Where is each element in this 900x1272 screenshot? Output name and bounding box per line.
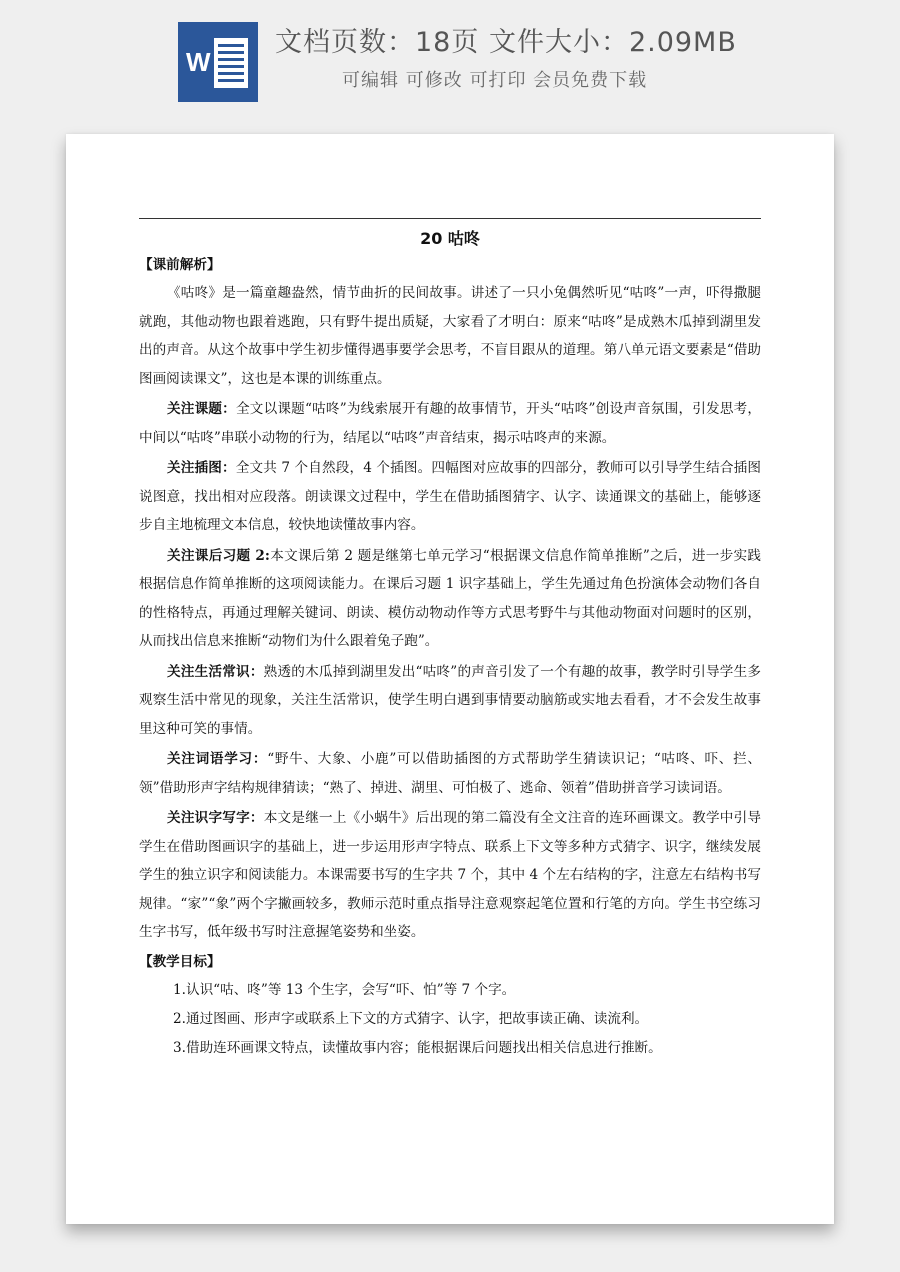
document-title: 20 咕咚: [420, 229, 480, 248]
section-heading-goals: 【教学目标】: [139, 953, 221, 970]
word-icon-letter: W: [186, 47, 211, 77]
focus-paragraph: [139, 454, 761, 540]
focus-label: 关注生活常识：: [167, 663, 264, 680]
download-info-header: [0, 0, 900, 120]
focus-text: 全文以课题“咕咚”为线索展开有趣的故事情节，开头“咕咚”创设声音氛围，引发思考，中间以“咕咚”串联小动物的行为，结尾以“咕咚”声音结束，揭示咕咚声的来源。: [139, 401, 762, 446]
word-document-icon: [178, 22, 258, 102]
focus-label: 关注词语学习：: [167, 751, 268, 767]
focus-text: “野牛、大象、小鹿”可以借助插图的方式帮助学生猜读识记；“咕咚、吓、拦、领”借助形声字结构规律猜读；“熟了、掉进、湖里、可怕极了、逃命、领着”借助拼音学习读词语。: [139, 751, 762, 796]
document-page: [66, 134, 834, 1224]
section-heading-analysis: 【课前解析】: [139, 257, 221, 273]
intro-paragraph: 《咕咚》是一篇童趣盎然，情节曲折的民间故事。讲述了一只小兔偶然听见“咕咚”一声，吓得撒腿就跑，其他动物也跟着逃跑，只有野牛提出质疑，大家看了才明白：原来“咕咚”是成熟木瓜掉到湖里发出的声音。从这个故事中学生初步懂得遇事要学会思考，不盲目跟从的道理。第八单元语文要素是“借助图画阅读课文”，这也是本课的训练重点。: [139, 285, 761, 387]
focus-text: 熟透的木瓜掉到湖里发出“咕咚”的声音引发了一个有趣的故事，教学时引导学生多观察生活中常见的现象，关注生活常识，使学生明白遇到事情要动脑筋或实地去看看，才不会发生故事里这种可笑的事情。: [139, 663, 761, 737]
focus-text: 本文课后第 2 题是继第七单元学习“根据课文信息作简单推断”之后，进一步实践根据信息作简单推断的这项阅读能力。在课后习题 1 识字基础上，学生先通过角色扮演体会动物们各自的性格特点，再通过理解关键词、朗读、模仿动物动作等方式思考野牛与其他动物面对问题时的区别，从而找出信息来推断“动物们为什么跟着兔子跑”。: [139, 547, 762, 649]
focus-paragraph: [139, 658, 761, 744]
focus-paragraph: [139, 395, 761, 452]
focus-text: 本文是继一上《小蜗牛》后出现的第二篇没有全文注音的连环画课文。教学中引导学生在借助图画识字的基础上，进一步运用形声字特点、联系上下文等多种方式猜字、识字，继续发展学生的独立识字和阅读能力。本课需要书写的生字共 7 个，其中 4 个左右结构的字，注意左右结构书写规律。“家”“象”两个字撇画较多，教师示范时重点指导注意观察起笔位置和行笔的方向。学生书空练习生字书写，低年级书写时注意握笔姿势和坐姿。: [139, 810, 761, 940]
focus-label: 关注课后习题 2:: [167, 547, 270, 564]
header-rule: [139, 218, 761, 219]
file-info-title: 文档页数：18页 文件大小：2.09MB: [275, 27, 737, 58]
focus-label: 关注课题：: [167, 401, 236, 417]
focus-paragraph: [139, 745, 761, 802]
goal-item: 3.借助连环画课文特点，读懂故事内容；能根据课后问题找出相关信息进行推断。: [173, 1039, 662, 1056]
focus-text: 全文共 7 个自然段，4 个插图。四幅图对应故事的四部分，教师可以引导学生结合插图说图意，找出相对应段落。朗读课文过程中，学生在借助插图猜字、认字、读通课文的基础上，能够逐步自主地梳理文本信息，较快地读懂故事内容。: [139, 460, 761, 533]
focus-paragraph: [139, 542, 761, 656]
goal-item: 1.认识“咕、咚”等 13 个生字，会写“吓、怕”等 7 个字。: [173, 981, 516, 998]
focus-paragraph: [139, 804, 761, 947]
document-body: [139, 252, 761, 1063]
file-info-subtitle: 可编辑 可修改 可打印 会员免费下载: [342, 70, 648, 91]
focus-label: 关注识字写字：: [167, 810, 264, 826]
goal-item: 2.通过图画、形声字或联系上下文的方式猜字、认字，把故事读正确、读流利。: [173, 1010, 649, 1027]
focus-label: 关注插图：: [167, 460, 236, 476]
